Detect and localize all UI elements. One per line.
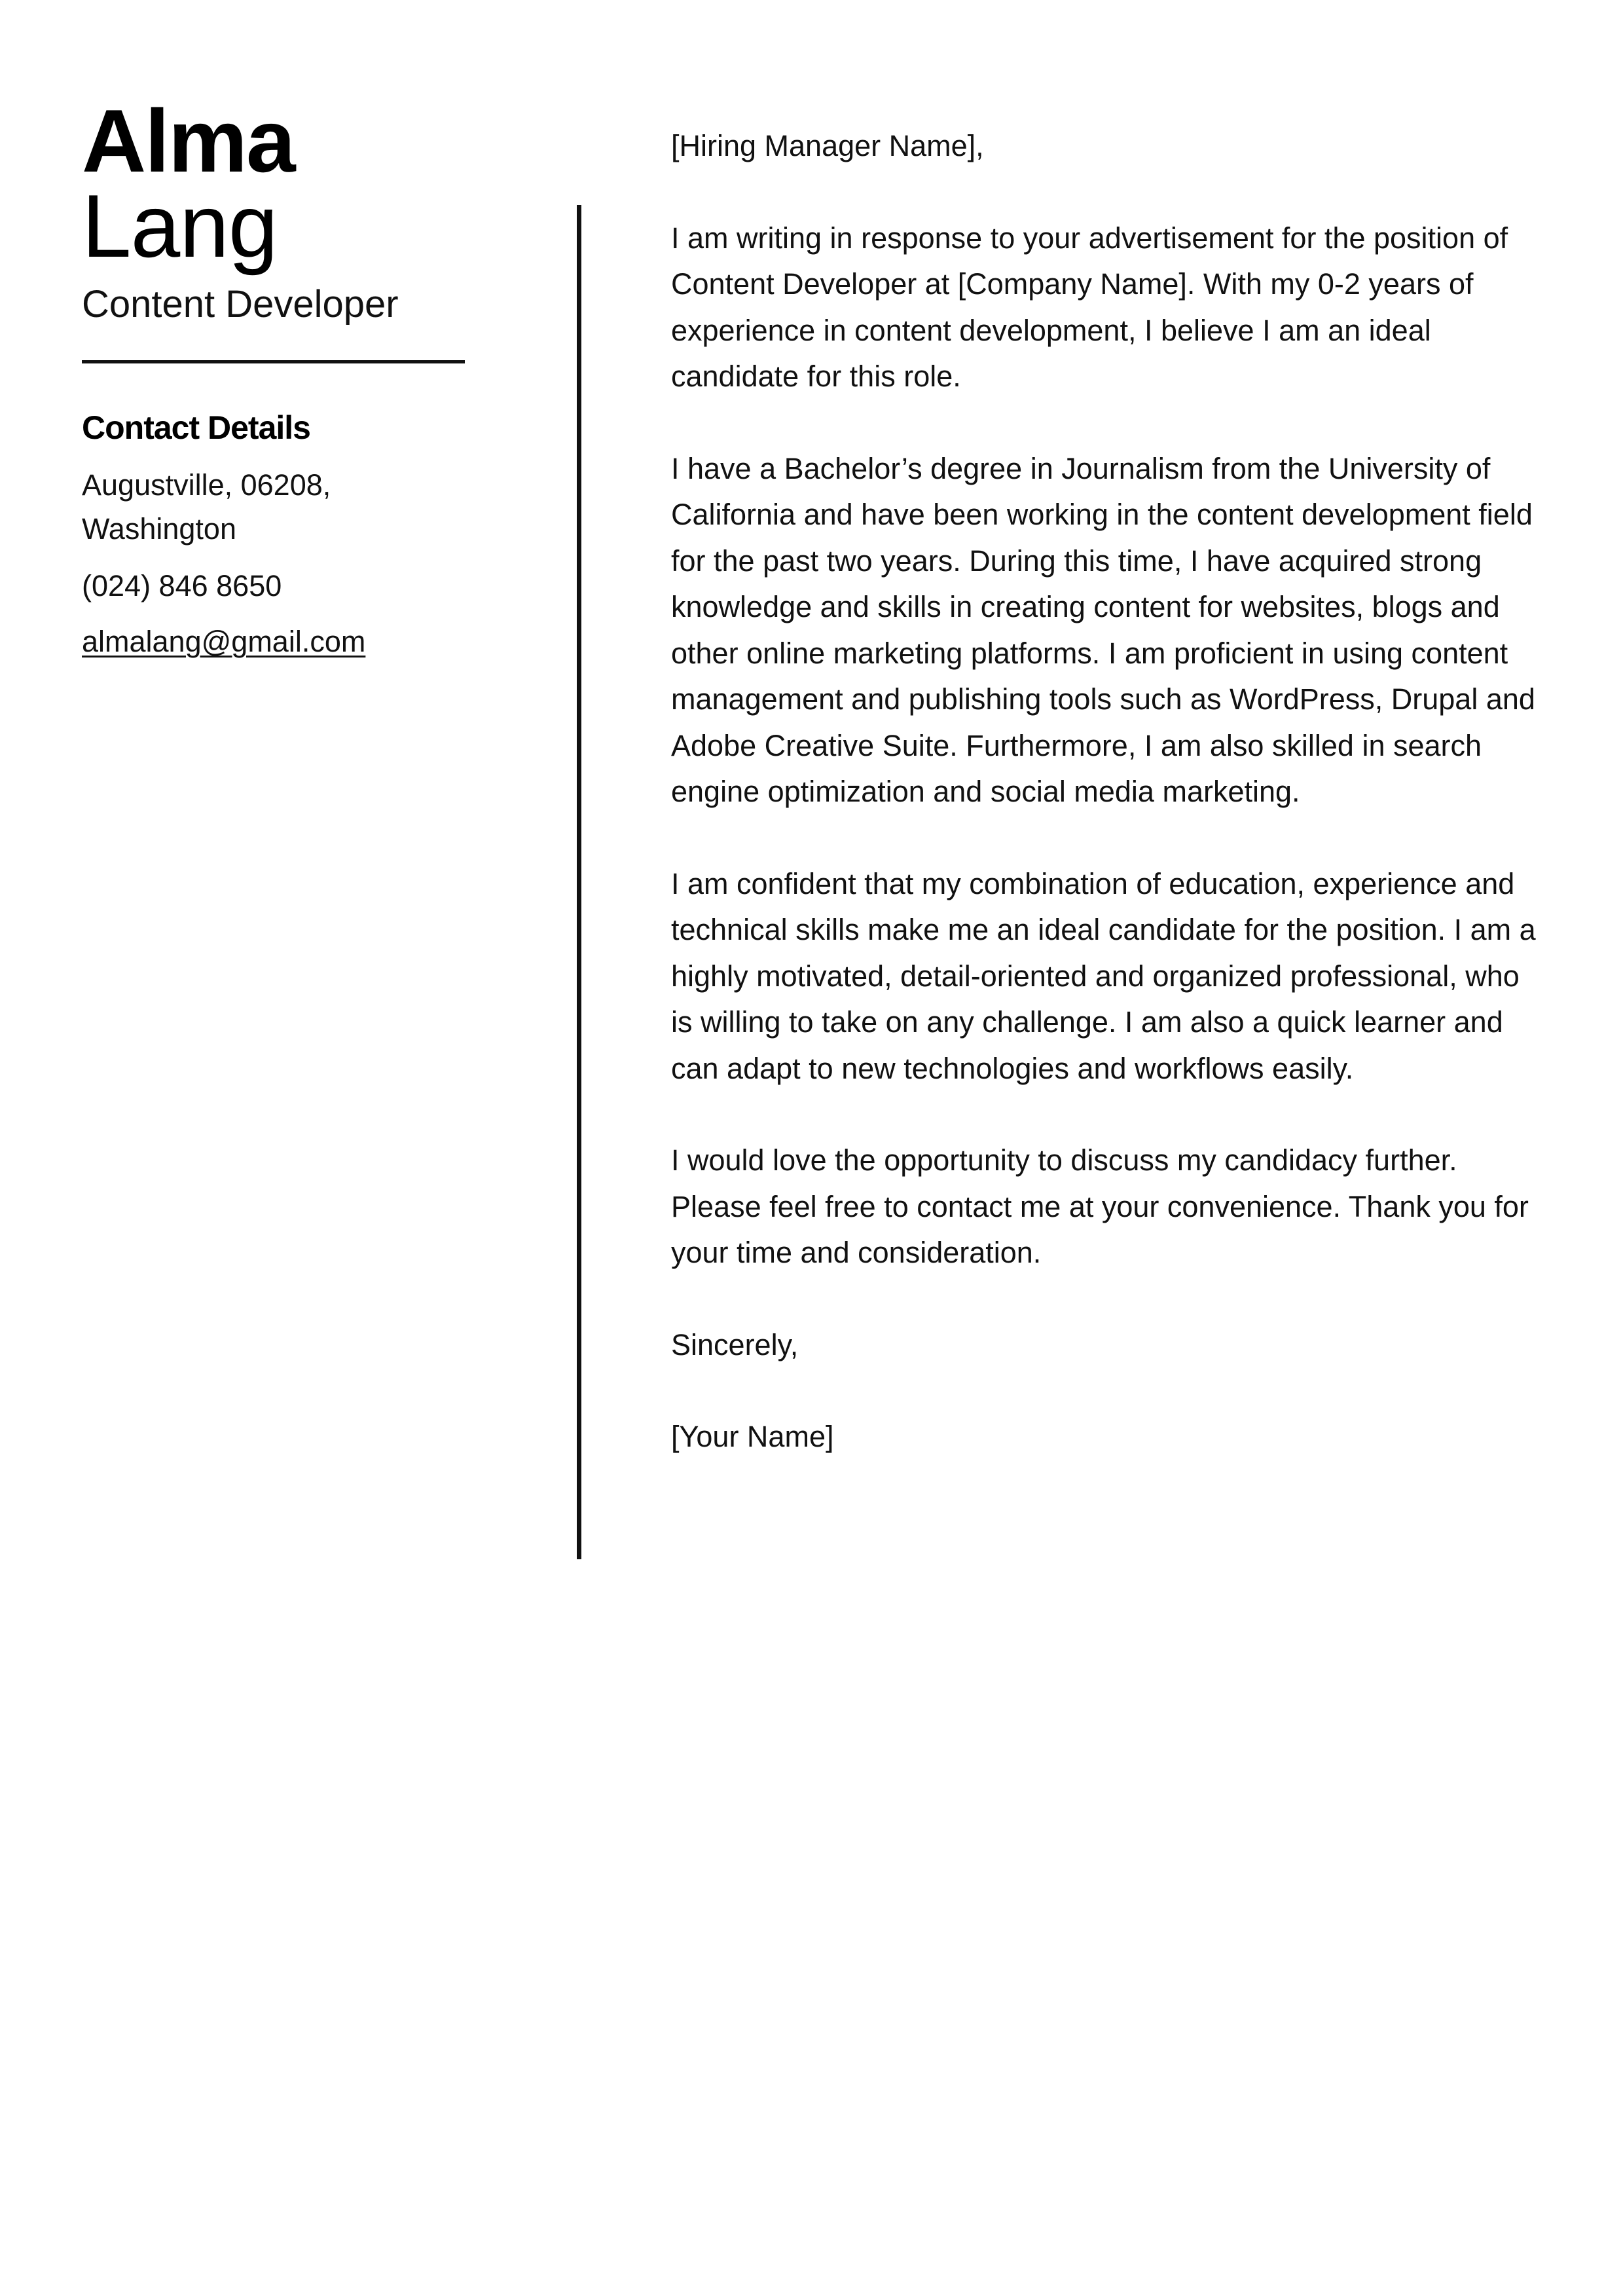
job-title: Content Developer <box>82 283 399 325</box>
letter-paragraph: I am writing in response to your advertisement for the position of Content Developer at [Company Name]. With my 0-2 years of experience in content development, I believe I am an ideal candidate for this role. <box>671 221 1508 393</box>
letter-paragraph: I would love the opportunity to discuss my candidacy further. Please feel free to contact me at your convenience. Thank you for your time and consideration. <box>671 1143 1529 1269</box>
letter-paragraph: I have a Bachelor’s degree in Journalism from the University of California and have been working in the content development field for the past two years. During this time, I have acquired strong knowledge and skills in creating content for websites, blogs and other online marketing platforms. I am proficient in using content management and publishing tools such as WordPress, Drupal and Adobe Creative Suite. Furthermore, I am also skilled in search engine optimization and social media marketing. <box>671 451 1535 808</box>
column-divider <box>577 205 581 1559</box>
letter-closing: Sincerely, <box>671 1327 799 1361</box>
letter-salutation: [Hiring Manager Name], <box>671 129 984 162</box>
letter-signature: [Your Name] <box>671 1420 834 1453</box>
header-divider <box>82 360 465 363</box>
sidebar <box>82 91 475 663</box>
contact-heading: Contact Details <box>82 409 310 446</box>
first-name: Alma <box>82 91 295 191</box>
contact-phone: (024) 846 8650 <box>82 569 282 602</box>
contact-address: Augustville, 06208, Washington <box>82 468 331 546</box>
contact-email-link[interactable]: almalang@gmail.com <box>82 625 366 658</box>
letter-body <box>671 123 1542 1460</box>
letter-paragraph: I am confident that my combination of education, experience and technical skills make me an ideal candidate for the position. I am a highly motivated, detail-oriented and organized professional, who is willing to take on any challenge. I am also a quick learner and can adapt to new technologies and workflows easily. <box>671 866 1536 1085</box>
last-name: Lang <box>82 176 278 276</box>
